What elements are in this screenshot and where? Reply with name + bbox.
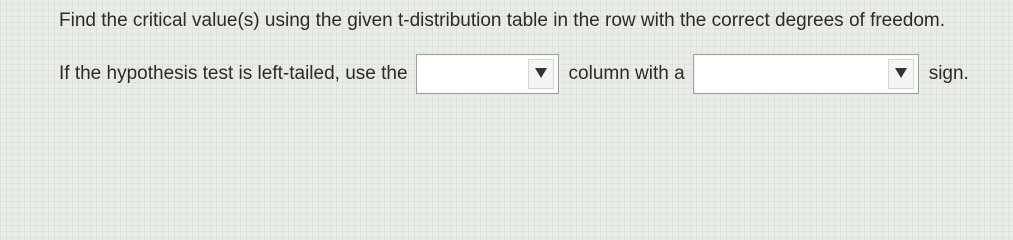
triangle-down-icon bbox=[535, 68, 547, 78]
question-text-part3: sign. bbox=[928, 63, 969, 84]
sign-dropdown-toggle[interactable] bbox=[888, 59, 914, 89]
question-line bbox=[59, 54, 969, 94]
column-dropdown[interactable] bbox=[416, 54, 559, 94]
column-dropdown-toggle[interactable] bbox=[528, 59, 554, 89]
instruction-text: Find the critical value(s) using the given t-distribution table in the row with the correct degrees of freedom. bbox=[59, 10, 946, 31]
triangle-down-icon bbox=[895, 68, 907, 78]
sign-dropdown[interactable] bbox=[693, 54, 919, 94]
question-text-part1: If the hypothesis test is left-tailed, use the bbox=[59, 63, 408, 84]
question-text-part2: column with a bbox=[568, 63, 685, 84]
